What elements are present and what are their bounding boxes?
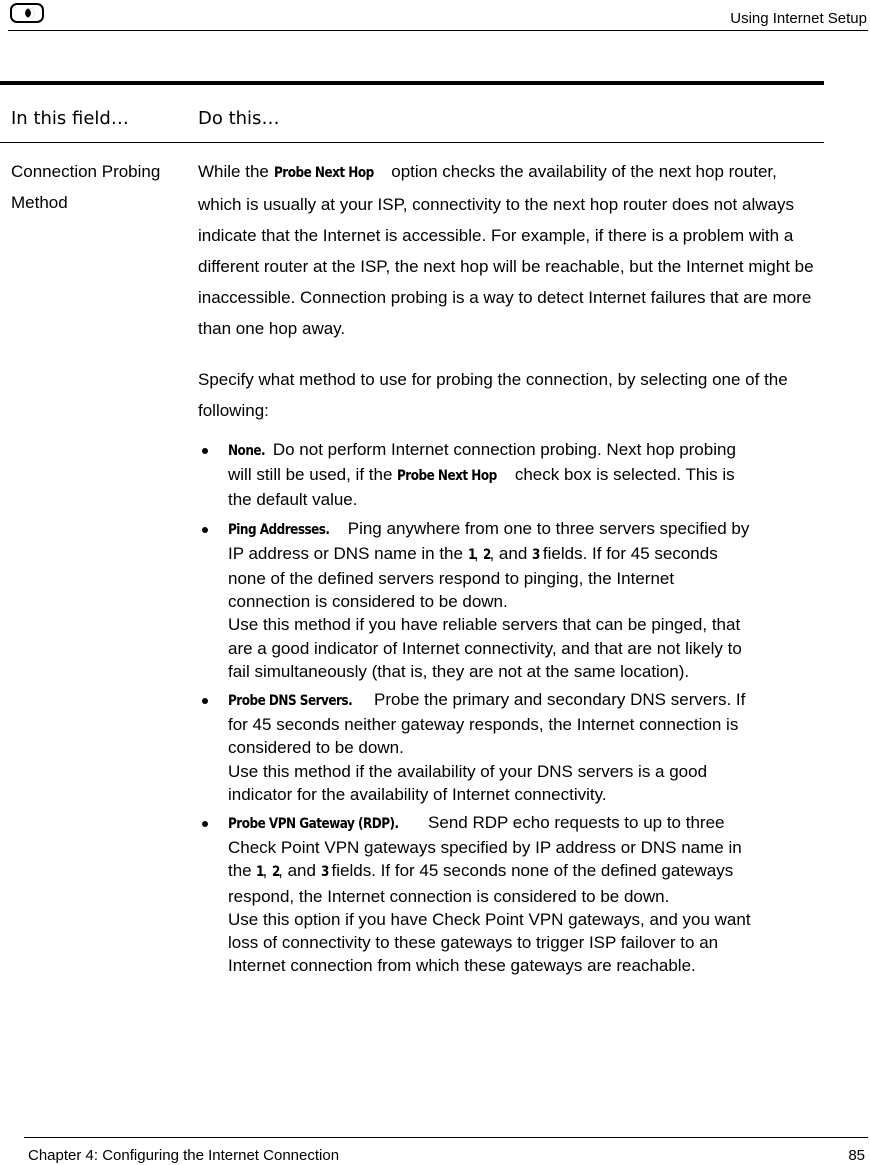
option-none — [198, 438, 758, 512]
usage-note: Use this method if you have reliable servers that can be pinged, that are a good indicator of Internet connectivity, and that are not likely to fail simultaneously (that is, they are not at the same location). — [228, 615, 742, 681]
field-number: 2 — [271, 864, 280, 881]
option-name: None. — [228, 443, 266, 459]
text: Probe the primary and secondary DNS servers. If for 45 seconds neither gateway responds, the Internet connection is considered to be down. — [228, 690, 746, 758]
probe-next-hop-term: Probe Next Hop — [273, 165, 374, 181]
text: , — [473, 543, 484, 563]
option-probe-dns-servers — [198, 688, 758, 806]
field-number: 2 — [483, 546, 492, 563]
text: While the — [198, 162, 274, 181]
field-number: 1 — [467, 546, 476, 563]
check-point-logo-icon — [10, 3, 44, 23]
option-name: Probe VPN Gateway (RDP). — [228, 816, 399, 833]
text: , — [262, 861, 272, 881]
page-number: 85 — [848, 1147, 865, 1164]
method-instruction-paragraph: Specify what method to use for probing the connection, by selecting one of the following: — [198, 370, 788, 420]
footer-divider — [24, 1137, 868, 1138]
option-probe-vpn-gateway — [198, 811, 758, 977]
intro-paragraph — [198, 156, 816, 344]
column-header-action: Do this… — [198, 108, 280, 129]
header-divider — [8, 30, 868, 31]
text: Do not perform Internet connection probing. Next hop probing will still be used, if the — [228, 440, 736, 485]
text: Send RDP echo requests to up to three Check Point VPN gateways specified by IP address or DNS name in the — [228, 813, 742, 881]
field-number: 1 — [256, 864, 265, 881]
option-ping-addresses — [198, 517, 758, 683]
field-number: 3 — [532, 546, 540, 563]
text: , and — [278, 861, 321, 881]
footer-chapter-title: Chapter 4: Configuring the Internet Connection — [28, 1147, 340, 1164]
text: fields. If for 45 seconds none of the defined servers respond to pinging, the Internet connection is considered to be down. — [228, 543, 718, 612]
field-name-connection-probing-method: Connection Probing Method — [11, 162, 161, 212]
option-name: Ping Addresses. — [228, 521, 330, 538]
usage-note: Use this method if the availability of your DNS servers is a good indicator for the availability of Internet connectivity. — [228, 761, 708, 804]
table-top-rule — [0, 81, 824, 85]
text: , and — [489, 543, 533, 563]
field-number: 3 — [320, 864, 329, 881]
text: check box is selected. This is the default value. — [228, 465, 735, 510]
probe-next-hop-term: Probe Next Hop — [397, 468, 497, 485]
text: fields. If for 45 seconds none of the defined gateways respond, the Internet connection is considered to be down. — [228, 861, 734, 906]
column-header-field: In this field… — [11, 108, 129, 129]
probing-method-options-list — [198, 438, 758, 977]
option-name: Probe DNS Servers. — [228, 693, 353, 710]
usage-note: Use this option if you have Check Point VPN gateways, and you want loss of connectivity to these gateways to trigger ISP failover to an Internet connection from which these gateways are reachable. — [228, 909, 751, 976]
table-header-rule — [0, 142, 824, 143]
field-description — [198, 156, 816, 426]
text: option checks the availability of the next hop router, which is usually at your ISP, connectivity to the next hop router does not always indicate that the Internet is accessible. For example, if there is a problem with a different router at the ISP, the next hop will be reachable, but the Internet might be inaccessible. Connection probing is a way to detect Internet failures that are more than one hop away. — [198, 162, 814, 338]
running-header-title: Using Internet Setup — [730, 10, 867, 27]
text: Ping anywhere from one to three servers specified by IP address or DNS name in the — [228, 518, 750, 563]
